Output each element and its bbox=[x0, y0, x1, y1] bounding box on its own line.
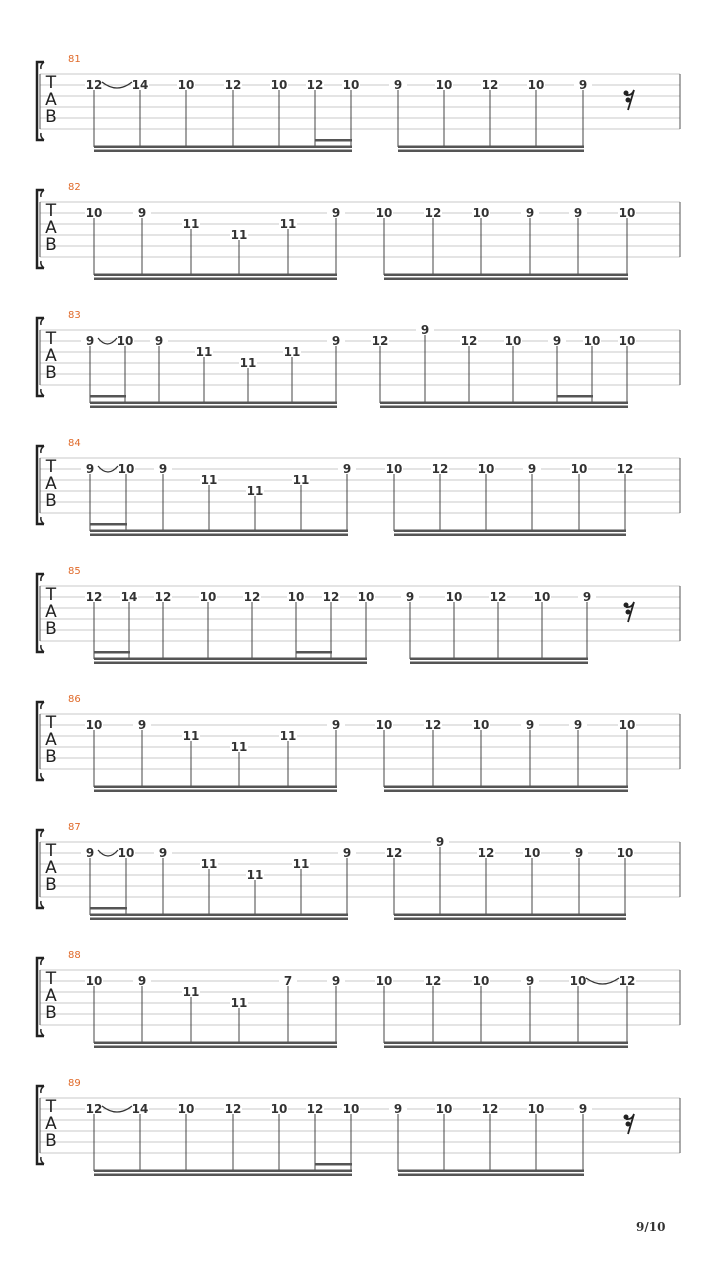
fret-number: 11 bbox=[292, 857, 310, 871]
beam bbox=[94, 274, 337, 277]
tab-clef-letter: A bbox=[45, 1114, 57, 1134]
fret-number: 9 bbox=[158, 846, 168, 860]
fret-number: 12 bbox=[431, 462, 449, 476]
fret-number: 11 bbox=[182, 729, 200, 743]
fret-number: 11 bbox=[239, 356, 257, 370]
fret-number: 11 bbox=[200, 857, 218, 871]
fret-number: 9 bbox=[85, 334, 95, 348]
sub-beam bbox=[315, 1163, 352, 1166]
fret-number: 9 bbox=[342, 846, 352, 860]
fret-number: 10 bbox=[117, 462, 135, 476]
page-number: 9/10 bbox=[636, 1220, 666, 1234]
tab-system-83 bbox=[37, 310, 680, 408]
fret-number: 9 bbox=[578, 1102, 588, 1116]
measure-number: 87 bbox=[68, 822, 81, 833]
fret-number: 10 bbox=[385, 462, 403, 476]
beam bbox=[384, 1042, 628, 1045]
tab-system-82 bbox=[37, 182, 680, 280]
fret-number: 10 bbox=[618, 206, 636, 220]
beam bbox=[398, 1170, 584, 1173]
tab-clef-letter: T bbox=[45, 841, 57, 861]
fret-number: 11 bbox=[292, 473, 310, 487]
fret-number: 10 bbox=[618, 334, 636, 348]
fret-number: 9 bbox=[573, 206, 583, 220]
fret-number: 9 bbox=[154, 334, 164, 348]
fret-number: 10 bbox=[85, 718, 103, 732]
fret-number: 11 bbox=[246, 484, 264, 498]
fret-number: 12 bbox=[322, 590, 340, 604]
fret-number: 7 bbox=[283, 974, 293, 988]
sub-beam bbox=[315, 139, 352, 142]
fret-number: 10 bbox=[570, 462, 588, 476]
fret-number: 9 bbox=[525, 974, 535, 988]
fret-number: 12 bbox=[424, 974, 442, 988]
fret-number: 10 bbox=[523, 846, 541, 860]
sub-beam bbox=[94, 651, 130, 654]
tab-clef-letter: B bbox=[45, 1003, 57, 1023]
fret-number: 12 bbox=[385, 846, 403, 860]
measure-number: 88 bbox=[68, 950, 81, 961]
measure-number: 82 bbox=[68, 182, 81, 193]
fret-number: 12 bbox=[154, 590, 172, 604]
measure-number: 89 bbox=[68, 1078, 81, 1089]
fret-number: 12 bbox=[243, 590, 261, 604]
beam bbox=[90, 406, 337, 409]
fret-number: 10 bbox=[375, 718, 393, 732]
fret-number: 10 bbox=[445, 590, 463, 604]
tab-clef-letter: A bbox=[45, 474, 57, 494]
fret-number: 12 bbox=[224, 78, 242, 92]
tab-clef-letter: B bbox=[45, 875, 57, 895]
fret-number: 10 bbox=[616, 846, 634, 860]
fret-number: 9 bbox=[435, 835, 445, 849]
fret-number: 10 bbox=[533, 590, 551, 604]
tab-system-84 bbox=[37, 438, 680, 536]
beam bbox=[398, 146, 584, 149]
fret-number: 14 bbox=[131, 1102, 149, 1116]
fret-number: 10 bbox=[527, 1102, 545, 1116]
beam bbox=[90, 918, 348, 921]
beam bbox=[90, 530, 348, 533]
measure-number: 85 bbox=[68, 566, 81, 577]
fret-number: 9 bbox=[331, 718, 341, 732]
fret-number: 9 bbox=[552, 334, 562, 348]
beam bbox=[398, 1174, 584, 1177]
fret-number: 11 bbox=[230, 228, 248, 242]
beam bbox=[94, 658, 367, 661]
sub-beam bbox=[296, 651, 332, 654]
fret-number: 10 bbox=[287, 590, 305, 604]
fret-number: 11 bbox=[279, 729, 297, 743]
beam bbox=[94, 790, 337, 793]
tab-system-85 bbox=[37, 566, 680, 664]
tab-clef-letter: A bbox=[45, 90, 57, 110]
beam bbox=[94, 146, 352, 149]
tab-clef-letter: T bbox=[45, 457, 57, 477]
beam bbox=[384, 786, 628, 789]
tab-clef-letter: B bbox=[45, 363, 57, 383]
fret-number: 10 bbox=[357, 590, 375, 604]
fret-number: 9 bbox=[578, 78, 588, 92]
fret-number: 10 bbox=[618, 718, 636, 732]
fret-number: 10 bbox=[477, 462, 495, 476]
fret-number: 10 bbox=[270, 1102, 288, 1116]
fret-number: 10 bbox=[435, 78, 453, 92]
beam bbox=[384, 278, 628, 281]
fret-number: 9 bbox=[158, 462, 168, 476]
fret-number: 10 bbox=[177, 1102, 195, 1116]
fret-number: 9 bbox=[85, 846, 95, 860]
tab-system-89 bbox=[37, 1078, 680, 1176]
fret-number: 12 bbox=[489, 590, 507, 604]
beam bbox=[384, 1046, 628, 1049]
beam bbox=[410, 662, 588, 665]
fret-number: 9 bbox=[573, 718, 583, 732]
fret-number: 10 bbox=[177, 78, 195, 92]
fret-number: 9 bbox=[525, 206, 535, 220]
fret-number: 12 bbox=[85, 78, 103, 92]
beam bbox=[94, 1174, 352, 1177]
fret-number: 9 bbox=[85, 462, 95, 476]
sub-beam bbox=[90, 395, 126, 398]
fret-number: 9 bbox=[137, 718, 147, 732]
beam bbox=[380, 402, 628, 405]
fret-number: 10 bbox=[472, 974, 490, 988]
fret-number: 9 bbox=[574, 846, 584, 860]
fret-number: 14 bbox=[131, 78, 149, 92]
beam bbox=[90, 914, 348, 917]
measure-number: 86 bbox=[68, 694, 81, 705]
fret-number: 12 bbox=[224, 1102, 242, 1116]
beam bbox=[94, 1046, 337, 1049]
tab-clef-letter: T bbox=[45, 713, 57, 733]
tab-system-88 bbox=[37, 950, 680, 1048]
beam bbox=[380, 406, 628, 409]
measure-number: 83 bbox=[68, 310, 81, 321]
fret-number: 10 bbox=[472, 206, 490, 220]
tab-clef-letter: T bbox=[45, 329, 57, 349]
fret-number: 10 bbox=[199, 590, 217, 604]
beam bbox=[410, 658, 588, 661]
fret-number: 11 bbox=[283, 345, 301, 359]
tab-clef-letter: A bbox=[45, 858, 57, 878]
tab-clef-letter: B bbox=[45, 491, 57, 511]
fret-number: 9 bbox=[331, 974, 341, 988]
fret-number: 10 bbox=[85, 206, 103, 220]
beam bbox=[94, 150, 352, 153]
sub-beam bbox=[90, 907, 127, 910]
fret-number: 10 bbox=[85, 974, 103, 988]
tab-clef-letter: B bbox=[45, 107, 57, 127]
fret-number: 11 bbox=[279, 217, 297, 231]
fret-number: 14 bbox=[120, 590, 138, 604]
beam bbox=[394, 534, 626, 537]
fret-number: 12 bbox=[85, 590, 103, 604]
fret-number: 12 bbox=[618, 974, 636, 988]
fret-number: 10 bbox=[527, 78, 545, 92]
fret-number: 12 bbox=[424, 718, 442, 732]
beam bbox=[94, 278, 337, 281]
beam bbox=[394, 914, 626, 917]
beam bbox=[90, 534, 348, 537]
tab-clef-letter: A bbox=[45, 218, 57, 238]
tab-system-81 bbox=[37, 54, 680, 152]
tab-clef-letter: T bbox=[45, 1097, 57, 1117]
measure-number: 81 bbox=[68, 54, 81, 65]
fret-number: 10 bbox=[569, 974, 587, 988]
fret-number: 10 bbox=[435, 1102, 453, 1116]
fret-number: 9 bbox=[393, 78, 403, 92]
fret-number: 10 bbox=[117, 846, 135, 860]
fret-number: 12 bbox=[460, 334, 478, 348]
beam bbox=[94, 1042, 337, 1045]
fret-number: 9 bbox=[393, 1102, 403, 1116]
beam bbox=[394, 530, 626, 533]
tab-clef-letter: T bbox=[45, 73, 57, 93]
tab-clef-letter: B bbox=[45, 235, 57, 255]
fret-number: 9 bbox=[137, 206, 147, 220]
fret-number: 12 bbox=[481, 1102, 499, 1116]
beam bbox=[384, 790, 628, 793]
fret-number: 9 bbox=[405, 590, 415, 604]
fret-number: 11 bbox=[230, 996, 248, 1010]
tab-clef-letter: B bbox=[45, 747, 57, 767]
fret-number: 10 bbox=[583, 334, 601, 348]
tab-clef-letter: T bbox=[45, 585, 57, 605]
fret-number: 9 bbox=[342, 462, 352, 476]
tab-clef-letter: T bbox=[45, 201, 57, 221]
beam bbox=[394, 918, 626, 921]
fret-number: 12 bbox=[424, 206, 442, 220]
beam bbox=[94, 662, 367, 665]
fret-number: 9 bbox=[527, 462, 537, 476]
tab-system-86 bbox=[37, 694, 680, 792]
fret-number: 12 bbox=[477, 846, 495, 860]
fret-number: 10 bbox=[375, 206, 393, 220]
fret-number: 9 bbox=[582, 590, 592, 604]
fret-number: 9 bbox=[420, 323, 430, 337]
fret-number: 9 bbox=[137, 974, 147, 988]
tab-clef-letter: T bbox=[45, 969, 57, 989]
fret-number: 10 bbox=[375, 974, 393, 988]
fret-number: 11 bbox=[246, 868, 264, 882]
fret-number: 12 bbox=[616, 462, 634, 476]
fret-number: 9 bbox=[331, 334, 341, 348]
fret-number: 12 bbox=[371, 334, 389, 348]
tab-clef-letter: A bbox=[45, 346, 57, 366]
tab-clef-letter: A bbox=[45, 730, 57, 750]
tab-clef-letter: A bbox=[45, 986, 57, 1006]
measure-number: 84 bbox=[68, 438, 81, 449]
fret-number: 12 bbox=[306, 1102, 324, 1116]
fret-number: 10 bbox=[342, 1102, 360, 1116]
beam bbox=[94, 1170, 352, 1173]
fret-number: 10 bbox=[116, 334, 134, 348]
sub-beam bbox=[90, 523, 127, 526]
beam bbox=[90, 402, 337, 405]
beam bbox=[398, 150, 584, 153]
fret-number: 11 bbox=[182, 985, 200, 999]
tab-system-87 bbox=[37, 822, 680, 920]
fret-number: 11 bbox=[200, 473, 218, 487]
fret-number: 12 bbox=[85, 1102, 103, 1116]
fret-number: 11 bbox=[182, 217, 200, 231]
fret-number: 10 bbox=[270, 78, 288, 92]
fret-number: 9 bbox=[331, 206, 341, 220]
tab-clef-letter: A bbox=[45, 602, 57, 622]
tab-clef-letter: B bbox=[45, 619, 57, 639]
fret-number: 12 bbox=[306, 78, 324, 92]
fret-number: 11 bbox=[230, 740, 248, 754]
beam bbox=[384, 274, 628, 277]
tab-clef-letter: B bbox=[45, 1131, 57, 1151]
fret-number: 9 bbox=[525, 718, 535, 732]
fret-number: 10 bbox=[342, 78, 360, 92]
fret-number: 12 bbox=[481, 78, 499, 92]
fret-number: 10 bbox=[472, 718, 490, 732]
fret-number: 11 bbox=[195, 345, 213, 359]
sub-beam bbox=[557, 395, 593, 398]
beam bbox=[94, 786, 337, 789]
fret-number: 10 bbox=[504, 334, 522, 348]
